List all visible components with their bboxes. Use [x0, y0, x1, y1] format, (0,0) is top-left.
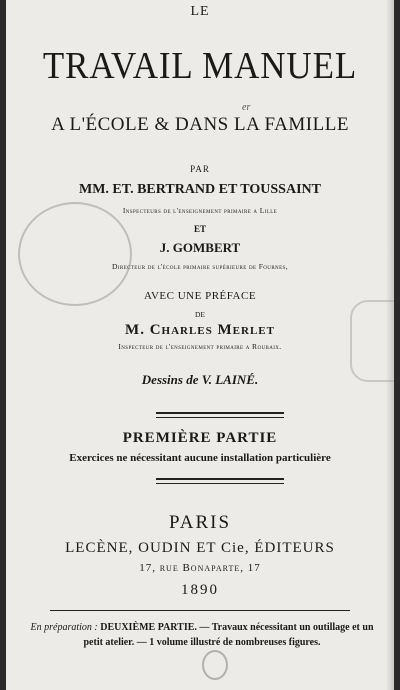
- footer-rule: [50, 610, 350, 611]
- second-author: J. GOMBERT: [159, 240, 241, 255]
- publication-year: 1890: [181, 582, 219, 598]
- publisher-name: LECÈNE, OUDIN ET Cie, ÉDITEURS: [65, 540, 335, 556]
- divider-bottom-thin: [156, 483, 284, 484]
- publisher-address: 17, rue Bonaparte, 17: [139, 562, 261, 574]
- publication-city: PARIS: [168, 512, 232, 533]
- preface-de: DE: [195, 310, 205, 319]
- preparation-text: DEUXIÈME PARTIE. — Travaux nécessitant un outillage et un petit atelier. — 1 volume illustré de nombreuses figures.: [83, 622, 374, 648]
- preface-author-role: Inspecteur de l'enseignement primaire a Roubaix.: [118, 342, 282, 351]
- preface-label: AVEC UNE PRÉFACE: [143, 290, 257, 302]
- second-author-role: Directeur de l'école primaire supérieure de Fournes,: [112, 262, 288, 271]
- divider-top: [156, 412, 284, 414]
- copyright-stamp: [202, 650, 228, 680]
- preparation-note: [20, 620, 384, 650]
- part-subtitle: Exercices ne nécessitant aucune installation particulière: [69, 452, 331, 464]
- title-page: [6, 0, 394, 690]
- title-article: LE: [190, 4, 210, 19]
- book-title: TRAVAIL MANUEL: [42, 45, 358, 87]
- preparation-lead: En préparation :: [30, 622, 98, 633]
- part-title: PREMIÈRE PARTIE: [122, 430, 278, 446]
- book-subtitle: A L'ÉCOLE & DANS LA FAMILLE: [51, 114, 349, 135]
- divider-bottom: [156, 478, 284, 480]
- divider-top-thin: [156, 417, 284, 418]
- preface-author: M. Charles Merlet: [125, 322, 275, 338]
- illustrations-credit: Dessins de V. LAINÉ.: [141, 372, 259, 387]
- main-authors-role: Inspecteurs de l'enseignement primaire a Lille: [122, 206, 278, 215]
- and-label: ET: [193, 224, 206, 234]
- main-authors: MM. ET. BERTRAND ET TOUSSAINT: [79, 182, 321, 197]
- handwritten-note: er: [242, 102, 251, 113]
- by-label: PAR: [190, 164, 210, 174]
